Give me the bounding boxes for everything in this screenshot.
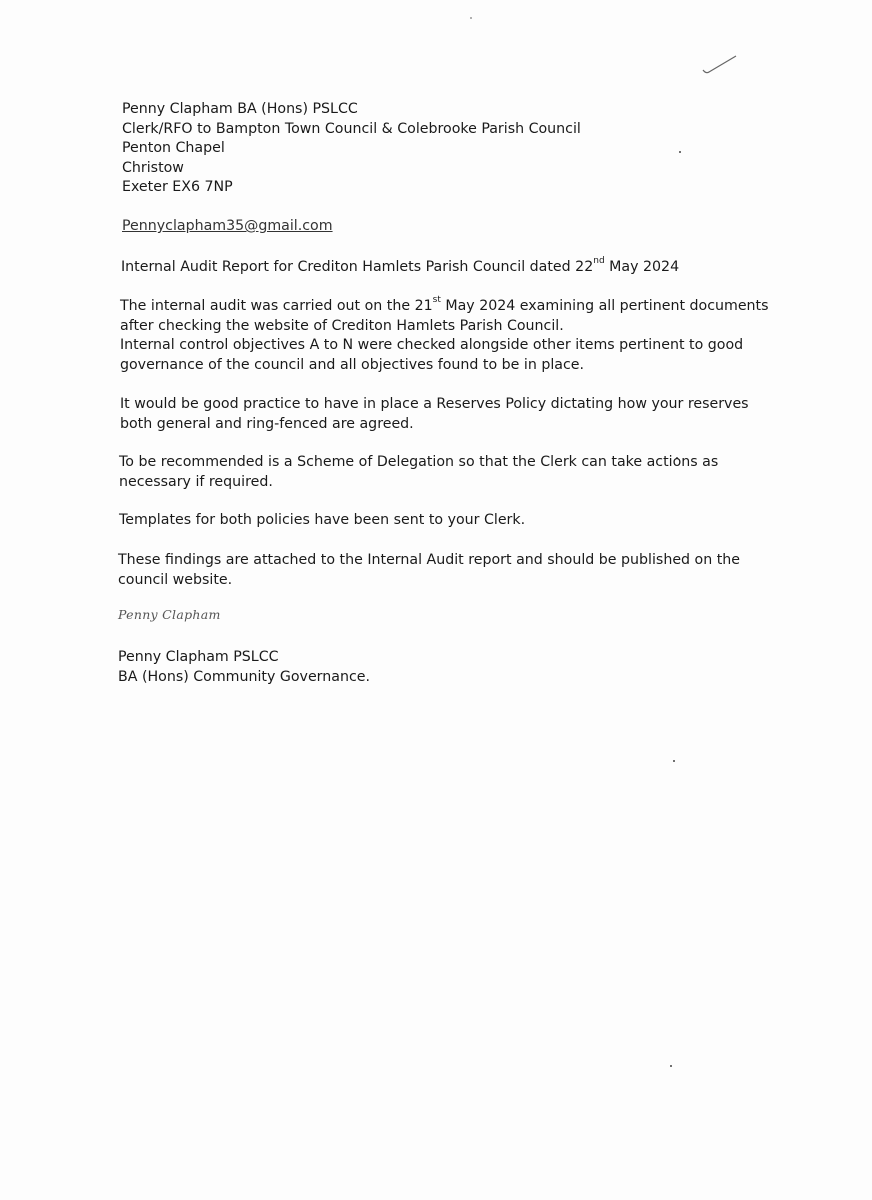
- paragraph-line: It would be good practice to have in place a Reserves Policy dictating how your reserves: [120, 396, 749, 412]
- scan-speck: [679, 151, 681, 153]
- paragraph-line: Templates for both policies have been sent to your Clerk.: [119, 512, 526, 528]
- paragraph-line: To be recommended is a Scheme of Delegation so that the Clerk can take actions as: [119, 454, 719, 470]
- scan-speck: [670, 1065, 672, 1067]
- subject-ordinal: nd: [593, 256, 605, 267]
- sender-address-block: [122, 100, 581, 198]
- date-ordinal: st: [432, 295, 441, 306]
- email-block: [122, 217, 333, 237]
- paragraph-templates: [119, 511, 525, 531]
- tick-mark-icon: [700, 52, 740, 78]
- paragraph-audit-summary: [120, 297, 769, 375]
- signoff-block: [118, 648, 370, 687]
- sender-email-link[interactable]: Pennyclapham35@gmail.com: [122, 218, 333, 234]
- sender-role: Clerk/RFO to Bampton Town Council & Colebrooke Parish Council: [122, 120, 581, 137]
- paragraph-line: both general and ring-fenced are agreed.: [120, 415, 414, 432]
- sender-name: Penny Clapham BA (Hons) PSLCC: [122, 101, 358, 117]
- scan-speck: [470, 17, 472, 19]
- paragraph-text: May 2024 examining all pertinent documents: [440, 298, 769, 314]
- paragraph-line: governance of the council and all objectives found to be in place.: [120, 356, 585, 373]
- paragraph-findings: [118, 551, 740, 590]
- paragraph-line: [120, 297, 769, 317]
- paragraph-scheme-of-delegation: [119, 453, 718, 492]
- scan-speck: [673, 760, 675, 762]
- paragraph-reserves-policy: [120, 395, 749, 434]
- paragraph-line: necessary if required.: [119, 473, 273, 490]
- paragraph-line: These findings are attached to the Internal Audit report and should be published on the: [118, 552, 741, 568]
- paragraph-line: council website.: [118, 571, 233, 588]
- letter-subject: [121, 258, 679, 278]
- subject-date-suffix: May 2024: [604, 259, 680, 275]
- address-line: Penton Chapel: [122, 140, 225, 156]
- signoff-qualification: BA (Hons) Community Governance.: [118, 668, 370, 685]
- paragraph-text: The internal audit was carried out on the 21: [120, 298, 433, 314]
- address-line: Exeter EX6 7NP: [122, 179, 233, 195]
- paragraph-line: Internal control objectives A to N were checked alongside other items pertinent to good: [120, 337, 744, 353]
- paragraph-line: after checking the website of Crediton Hamlets Parish Council.: [120, 317, 564, 334]
- handwritten-signature: Penny Clapham: [118, 607, 221, 622]
- signoff-name: Penny Clapham PSLCC: [118, 649, 279, 665]
- subject-text: Internal Audit Report for Crediton Hamlets Parish Council dated 22: [121, 259, 594, 275]
- address-line: Christow: [122, 159, 184, 176]
